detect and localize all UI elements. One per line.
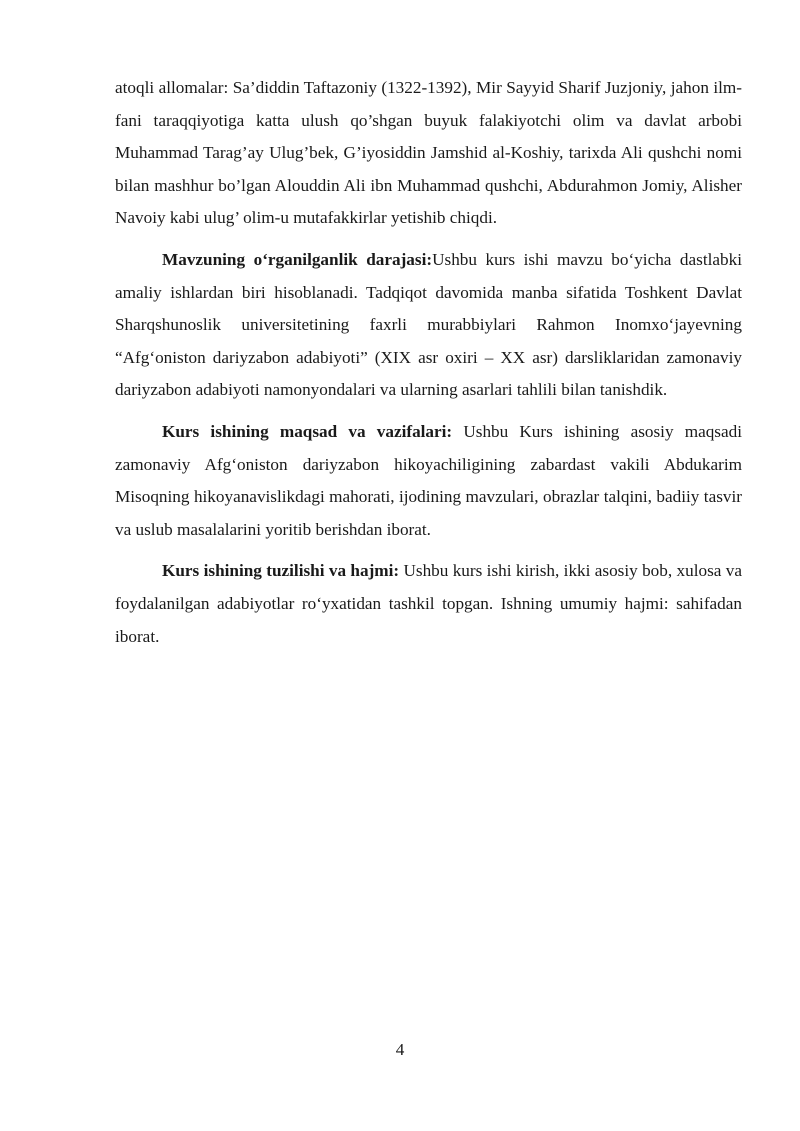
document-body	[115, 72, 742, 653]
page-number: 4	[395, 1040, 405, 1059]
paragraph-text: Ushbu kurs ishi mavzu bo‘yicha dastlabki amaliy ishlardan biri hisoblanadi. Tadqiqot davomida manba sifatida Toshkent Davlat Sharqshunoslik universitetining faxrli murabbiylari Rahmon Inomxo‘jayevning “Afg‘oniston dariyzabon adabiyoti” (XIX asr oxiri – XX asr) darsliklaridan zamonaviy dariyzabon adabiyoti namonyondalari va ularning asarlari tahlili bilan tanishdik.	[115, 249, 742, 400]
section-heading-research-degree: Mavzuning o‘rganilganlik darajasi:	[162, 249, 433, 269]
paragraph-structure	[115, 555, 742, 653]
paragraph-aims	[115, 416, 742, 546]
paragraph-text: Ushbu Kurs ishining asosiy maqsadi zamonaviy Afg‘oniston dariyzabon hikoyachiligining zabardast vakili Abdukarim Misoqning hikoyanavislikdagi mahorati, ijodining mavzulari, obrazlar talqini, badiiy tasvir va uslub masalalarini yoritib berishdan iborat.	[115, 421, 742, 539]
paragraph-scholars	[115, 72, 742, 235]
paragraph-text: atoqli allomalar: Sa’diddin Taftazoniy (1322-1392), Mir Sayyid Sharif Juzjoniy, jahon ilm-fani taraqqiyotiga katta ulush qo’shgan buyuk falakiyotchi olim va davlat arbobi Muhammad Tarag’ay Ulug’bek, G’iyosiddin Jamshid al-Koshiy, tarixda Ali qushchi nomi bilan mashhur bo’lgan Alouddin Ali ibn Muhammad qushchi, Abdurahmon Jomiy, Alisher Navoiy kabi ulug’ olim-u mutafakkirlar yetishib chiqdi.	[115, 78, 742, 228]
section-heading-structure: Kurs ishining tuzilishi va hajmi:	[162, 561, 400, 581]
paragraph-research-degree	[115, 244, 742, 407]
paragraph-text: Ushbu kurs ishi kirish, ikki asosiy bob, xulosa va foydalanilgan adabiyotlar ro‘yxatidan tashkil topgan. Ishning umumiy hajmi: sahifadan iborat.	[115, 561, 742, 646]
section-heading-aims: Kurs ishining maqsad va vazifalari:	[162, 421, 453, 441]
